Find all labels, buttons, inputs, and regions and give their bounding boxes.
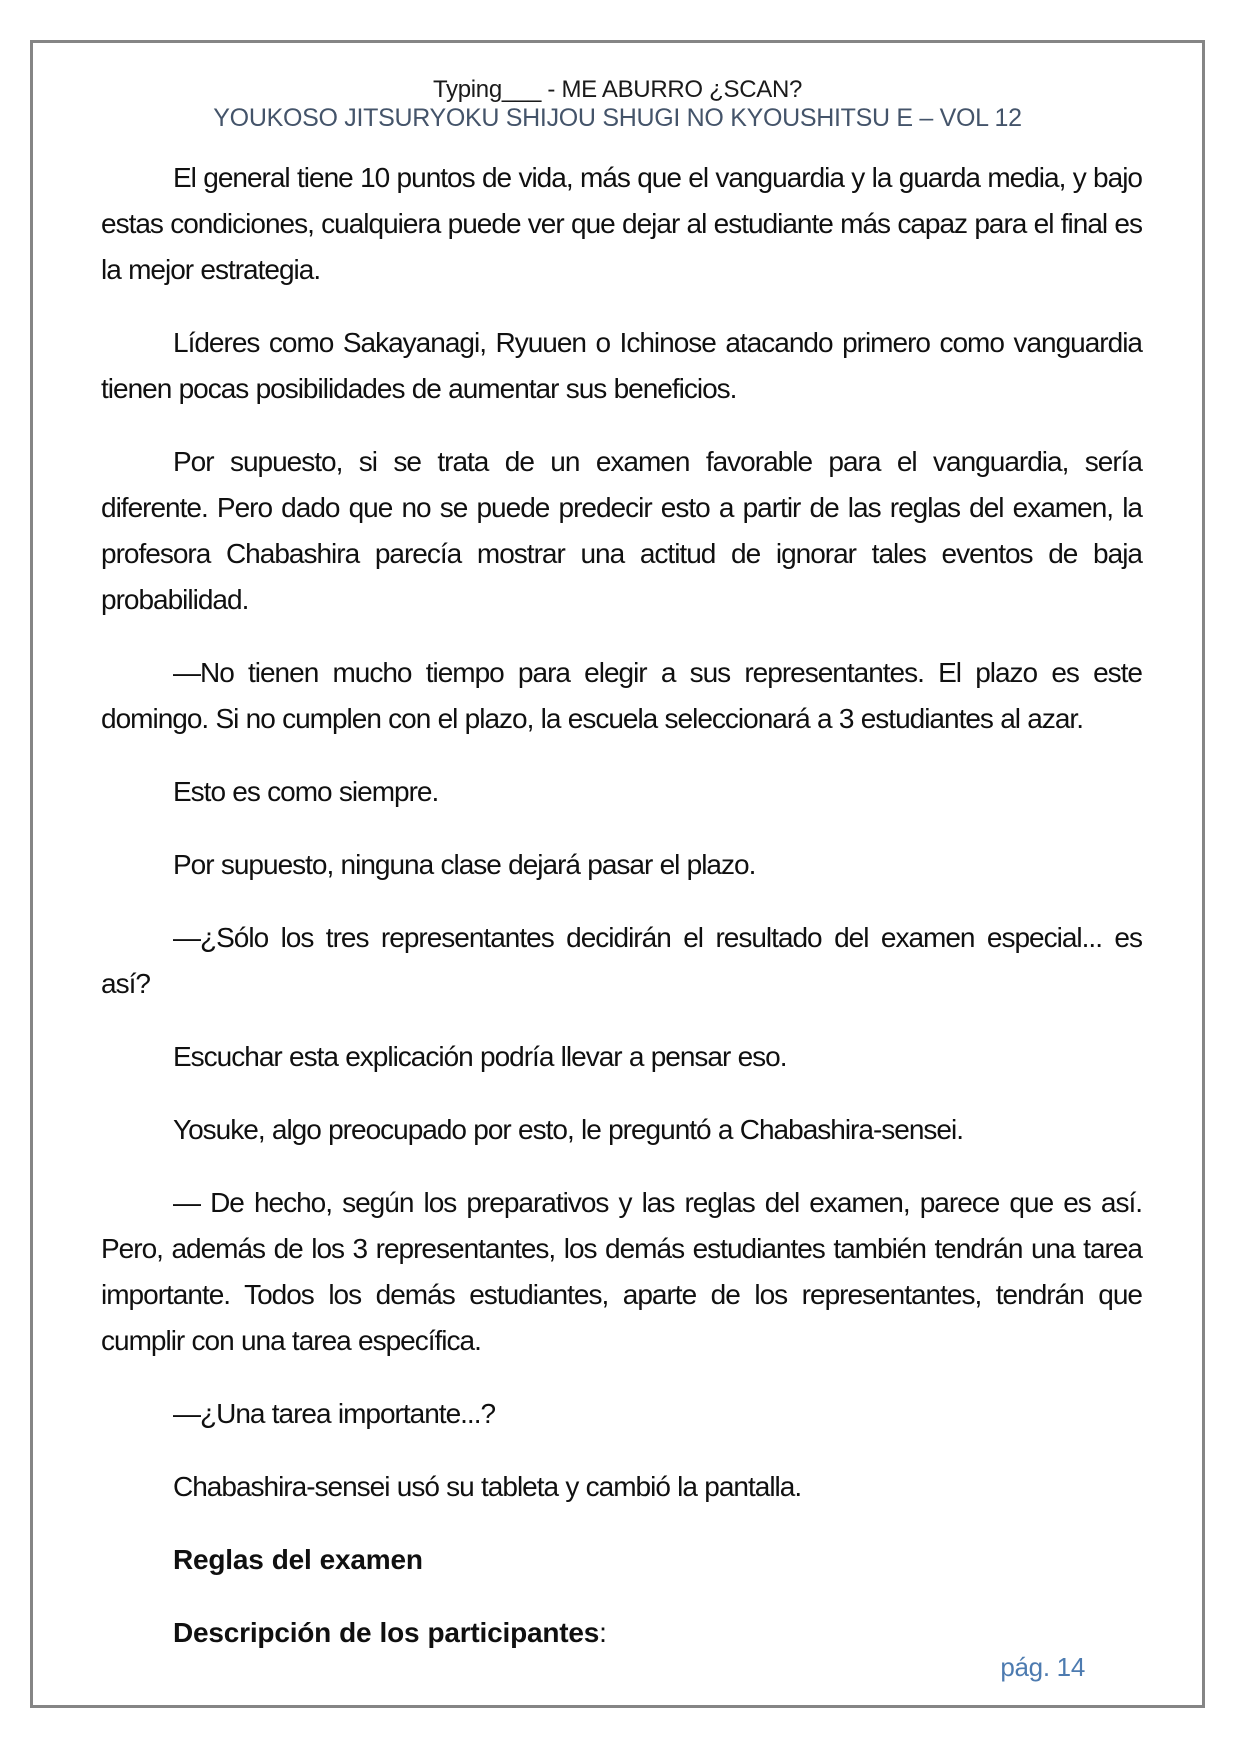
document-body <box>101 155 1142 1656</box>
paragraph: — De hecho, según los preparativos y las reglas del examen, parece que es así. Pero, además de los 3 representantes, los demás estudiantes también tendrán una tarea importante. Todos los demás estudiantes, aparte de los representantes, tendrán que cumplir con una tarea específica. <box>101 1187 1142 1356</box>
page-number: pág. 14 <box>1000 1652 1085 1682</box>
paragraph: El general tiene 10 puntos de vida, más que el vanguardia y la guarda media, y bajo estas condiciones, cualquiera puede ver que dejar al estudiante más capaz para el final es la mejor estrategia. <box>101 162 1142 285</box>
header-title: Typing___ - ME ABURRO ¿SCAN? <box>432 76 803 103</box>
paragraph: Por supuesto, si se trata de un examen favorable para el vanguardia, sería diferente. Pero dado que no se puede predecir esto a partir de las reglas del examen, la profesora Chabashira parecía mostrar una actitud de ignorar tales eventos de baja probabilidad. <box>101 446 1142 615</box>
paragraph: Chabashira-sensei usó su tableta y cambió la pantalla. <box>173 1471 802 1502</box>
paragraph: Escuchar esta explicación podría llevar a pensar eso. <box>173 1041 787 1072</box>
page-header <box>33 43 1202 133</box>
page-footer <box>1000 1652 1085 1683</box>
heading-suffix: : <box>599 1617 607 1648</box>
paragraph: Líderes como Sakayanagi, Ryuuen o Ichinose atacando primero como vanguardia tienen pocas posibilidades de aumentar sus beneficios. <box>101 327 1142 404</box>
paragraph: Esto es como siempre. <box>173 776 439 807</box>
paragraph: —No tienen mucho tiempo para elegir a sus representantes. El plazo es este domingo. Si no cumplen con el plazo, la escuela seleccionará a 3 estudiantes al azar. <box>101 657 1142 734</box>
paragraph: Yosuke, algo preocupado por esto, le preguntó a Chabashira-sensei. <box>173 1114 963 1145</box>
page-border <box>30 40 1205 1708</box>
section-heading: Descripción de los participantes: <box>173 1617 607 1648</box>
paragraph: —¿Una tarea importante...? <box>173 1398 496 1429</box>
header-subtitle: YOUKOSO JITSURYOKU SHIJOU SHUGI NO KYOUSHITSU E – VOL 12 <box>213 104 1022 132</box>
section-heading: Reglas del examen <box>173 1544 423 1575</box>
paragraph: —¿Sólo los tres representantes decidirán el resultado del examen especial... es así? <box>101 922 1142 999</box>
paragraph: Por supuesto, ninguna clase dejará pasar el plazo. <box>173 849 756 880</box>
